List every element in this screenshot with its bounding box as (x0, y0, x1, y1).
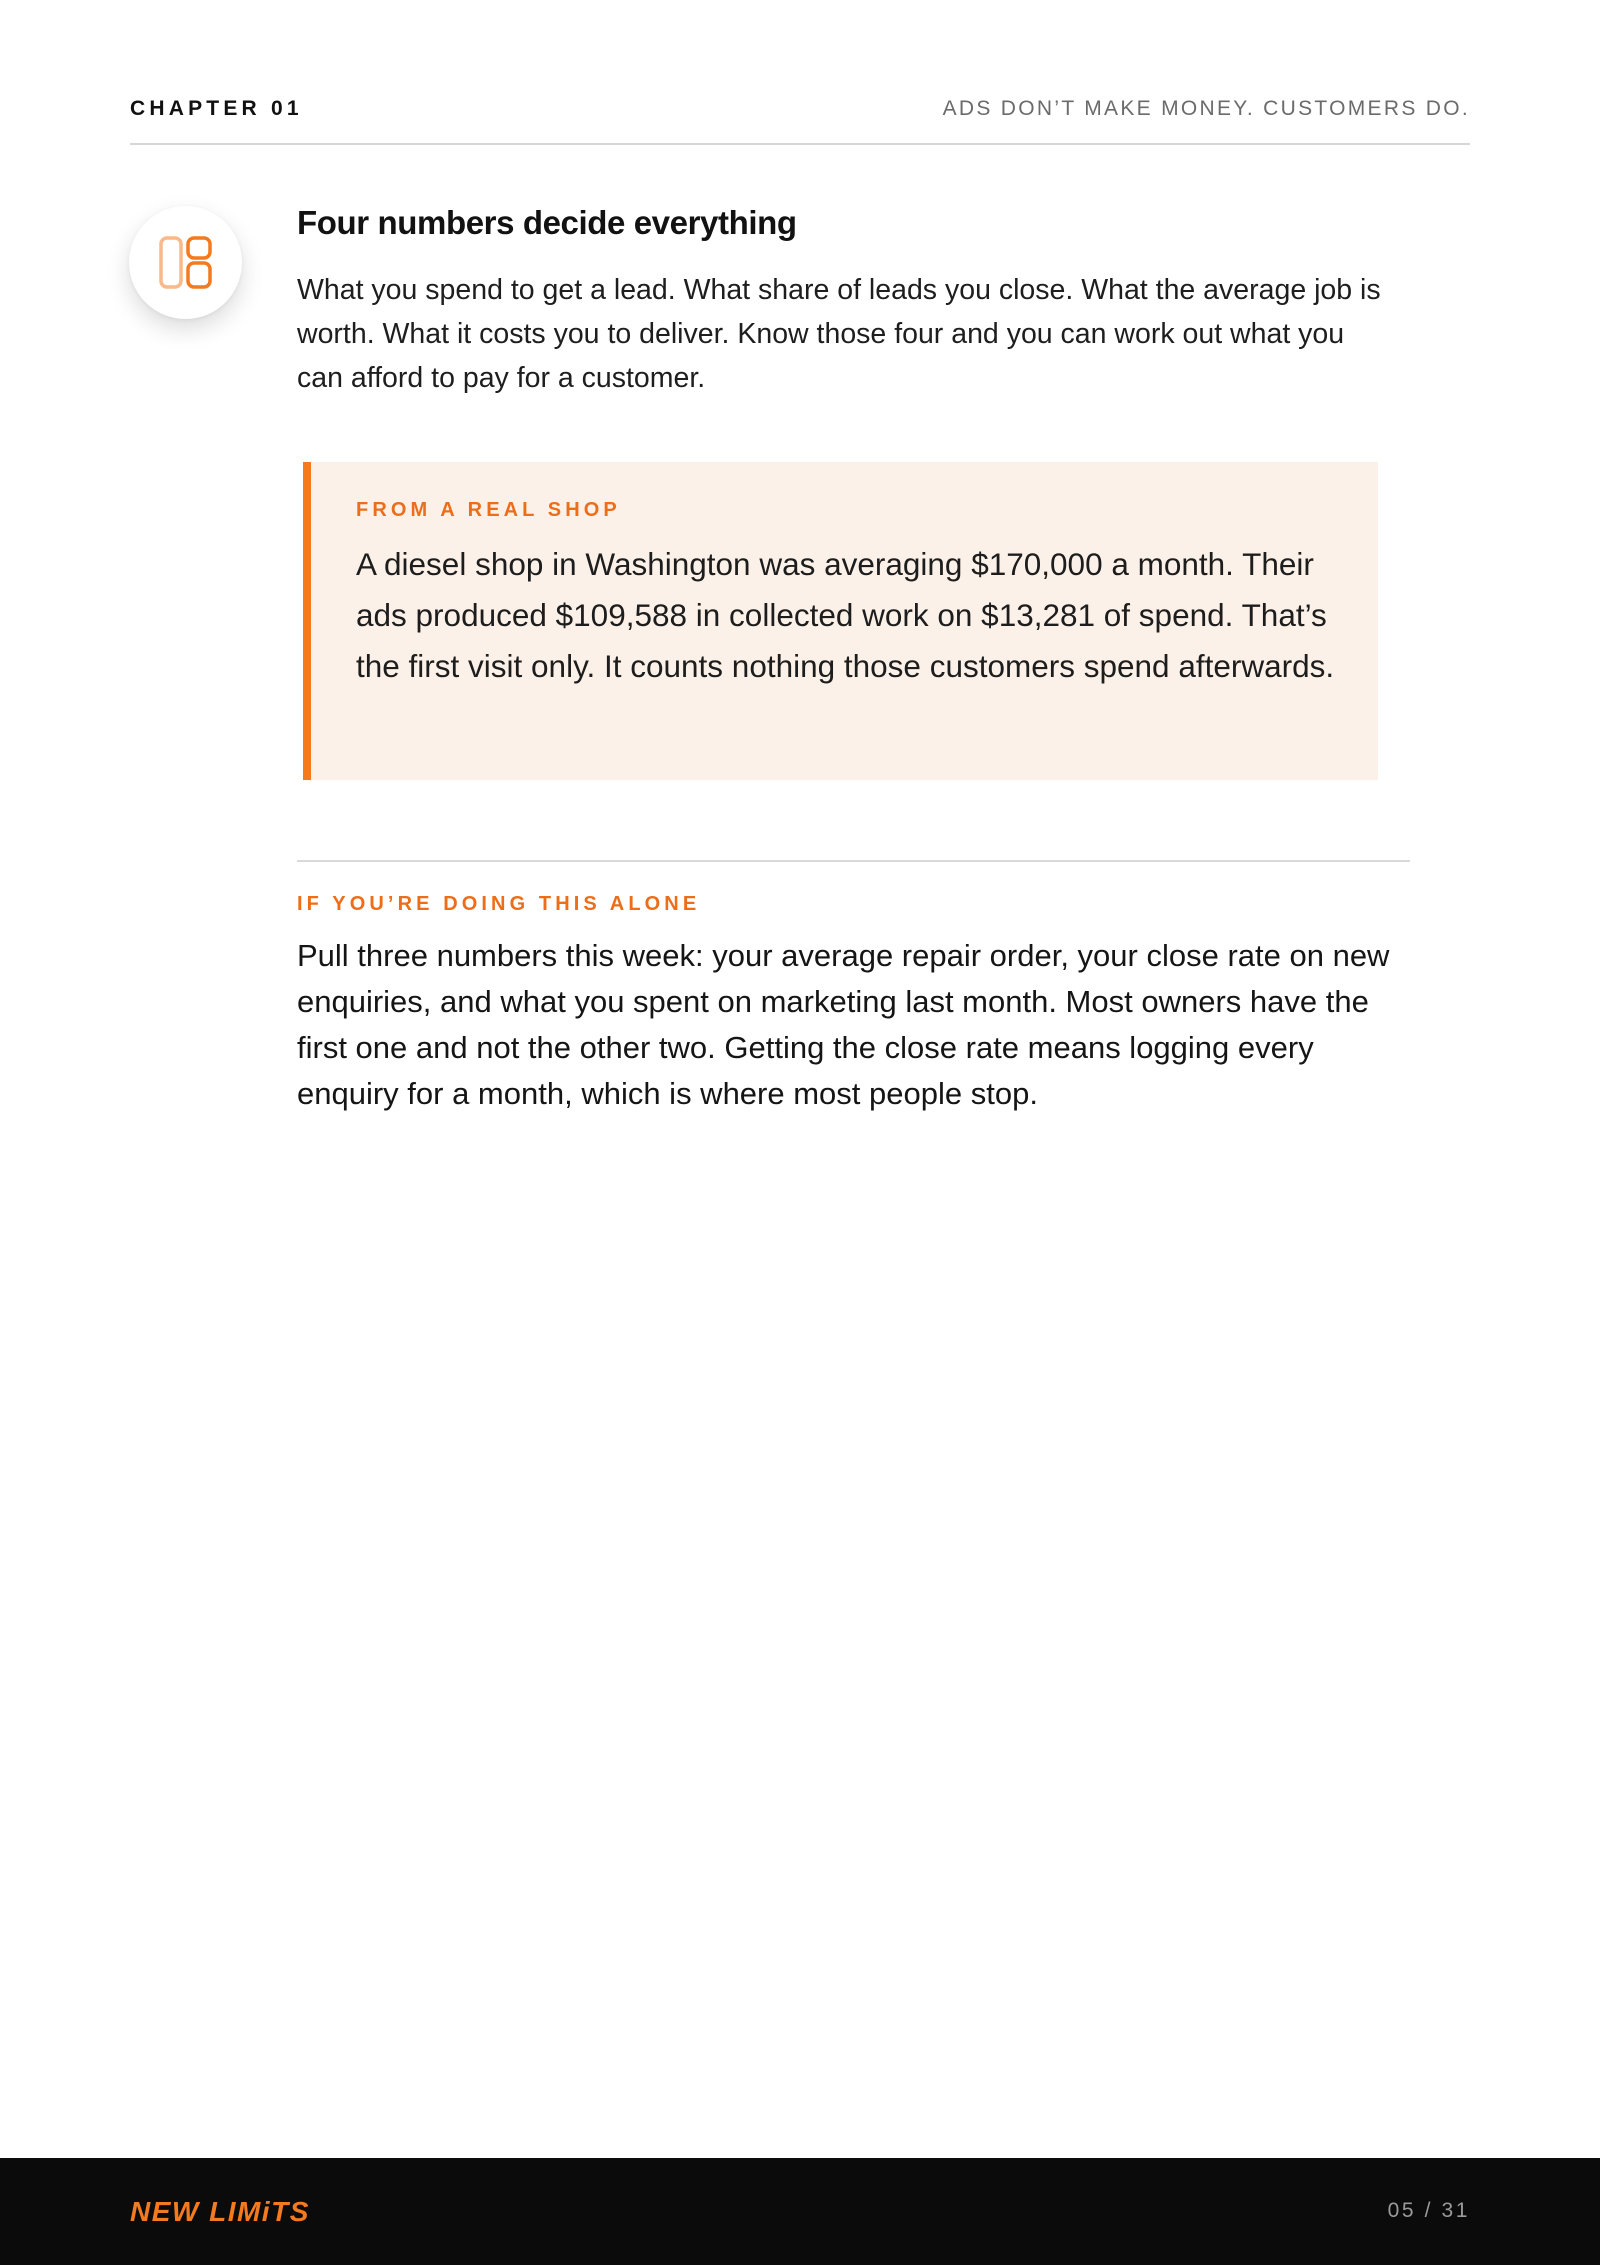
brand-logo: NEW LIMiTS (130, 2196, 310, 2227)
page-header (130, 97, 1470, 121)
callout-text: A diesel shop in Washington was averaging $170,000 a month. Their ads produced $109,588 in collected work on $13,281 of spend. That’s the first visit only. It counts nothing those customers spend afterwards. (356, 546, 1335, 684)
callout-accent-bar (303, 462, 311, 780)
chapter-label: CHAPTER 01 (130, 97, 303, 120)
page-number: 05 / 31 (1387, 2199, 1470, 2222)
section-divider (297, 860, 1410, 862)
layout-icon-glyph (158, 235, 213, 290)
layout-icon (129, 206, 242, 319)
case-study-callout (303, 462, 1378, 780)
header-divider (130, 143, 1470, 145)
diy-text: Pull three numbers this week: your average repair order, your close rate on new enquiries, and what you spent on marketing last month. Most owners have the first one and not the other two. Getting the close rate means logging every enquiry for a month, which is where most people stop. (297, 938, 1390, 1111)
running-title: ADS DON’T MAKE MONEY. CUSTOMERS DO. (942, 97, 1470, 120)
section-intro: What you spend to get a lead. What share of leads you close. What the average job is worth. What it costs you to deliver. Know those four and you can work out what you can afford to pay for a customer. (297, 274, 1381, 394)
page-footer (0, 2158, 1600, 2265)
callout-label: FROM A REAL SHOP (356, 499, 621, 521)
section-title: Four numbers decide everything (297, 204, 797, 241)
diy-label: IF YOU’RE DOING THIS ALONE (297, 893, 701, 915)
